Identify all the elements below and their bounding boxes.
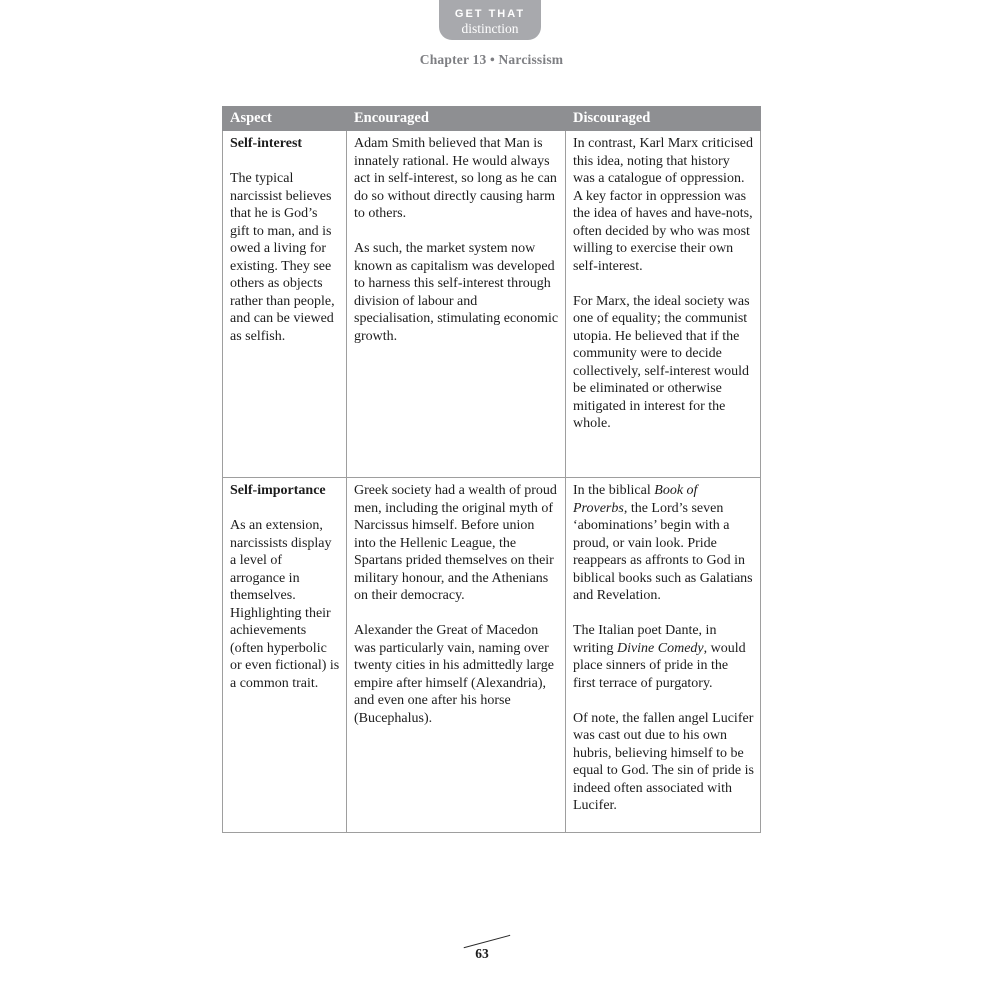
cell-paragraph: Adam Smith believed that Man is innately rational. He would always act in self-interest, so long as he can do so without directly causing harm to others. [354, 136, 557, 221]
table-row [223, 131, 761, 478]
table-cell-discouraged-self-interest [566, 131, 761, 478]
page-number: 63 [475, 946, 489, 961]
cell-paragraph: In contrast, Karl Marx criticised this idea, noting that history was a catalogue of oppression. A key factor in oppression was the idea of haves and have-nots, often decided by who was most willing to exercise their own self-interest. [573, 136, 753, 274]
cell-paragraph: Self-importance [230, 483, 326, 498]
cell-paragraph: As an extension, narcissists display a level of arrogance in themselves. Highlighting their achievements (often hyperbolic or even fictional) is a common trait. [230, 518, 340, 691]
column-header-encouraged: Encouraged [347, 107, 566, 131]
column-header-discouraged: Discouraged [566, 107, 761, 131]
table-header-row [223, 107, 761, 131]
table-cell-encouraged-self-interest [347, 131, 566, 478]
table-cell-discouraged-self-importance [566, 478, 761, 833]
badge-subtitle: distinction [461, 21, 519, 36]
table-cell-encouraged-self-importance [347, 478, 566, 833]
cell-paragraph: The typical narcissist believes that he is God’s gift to man, and is owed a living for existing. They see others as objects rather than people, and can be viewed as selfish. [230, 171, 335, 344]
cell-paragraph: The Italian poet Dante, in writing Divine Comedy, would place sinners of pride in the first terrace of purgatory. [573, 623, 746, 691]
table-cell-aspect-self-importance [223, 478, 347, 833]
cell-paragraph: Self-interest [230, 136, 303, 151]
table-row [223, 478, 761, 833]
chapter-heading: Chapter 13 • Narcissism [419, 52, 564, 67]
cell-paragraph: Of note, the fallen angel Lucifer was cast out due to his own hubris, believing himself to be equal to God. The sin of pride is indeed often associated with Lucifer. [573, 710, 754, 813]
cell-paragraph: Greek society had a wealth of proud men, including the original myth of Narcissus himself. Before union into the Hellenic League, the Spartans prided themselves on their military honour, and the Athenians on their democracy. [354, 483, 557, 603]
cell-paragraph: In the biblical Book of Proverbs, the Lord’s seven ‘abominations’ begin with a proud, or vain look. Pride reappears as affronts to God in biblical books such as Galatians and Revelation. [573, 483, 753, 603]
table-body [223, 131, 761, 833]
badge-title: GET THAT [454, 8, 526, 20]
cell-paragraph: Alexander the Great of Macedon was particularly vain, naming over twenty cities in his admittedly large empire after himself (Alexandria), and even one after his horse (Bucephalus). [354, 623, 554, 726]
aspects-table [222, 106, 761, 833]
cell-paragraph: As such, the market system now known as capitalism was developed to harness this self-interest through division of labour and specialisation, stimulating economic growth. [354, 241, 559, 344]
table-cell-aspect-self-interest [223, 131, 347, 478]
get-that-distinction-badge [439, 0, 541, 40]
column-header-aspect: Aspect [223, 107, 347, 131]
cell-paragraph: For Marx, the ideal society was one of equality; the communist utopia. He believed that if the community were to decide collectively, self-interest would be eliminated or otherwise mitigated in interest for the whole. [573, 293, 750, 431]
